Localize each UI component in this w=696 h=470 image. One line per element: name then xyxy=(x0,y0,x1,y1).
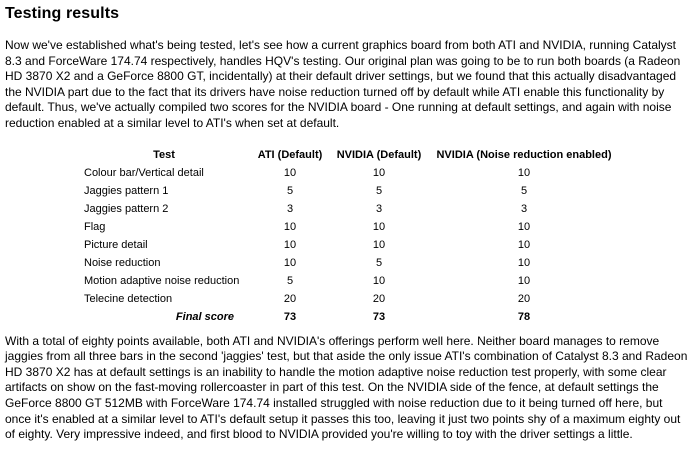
nvidia-nr-score: 10 xyxy=(517,166,531,179)
nvidia-score: 5 xyxy=(375,184,383,197)
ati-score: 10 xyxy=(283,238,297,251)
table-row xyxy=(80,218,622,236)
header-ati-default: ATI (Default) xyxy=(257,148,323,161)
nvidia-nr-score: 3 xyxy=(520,202,528,215)
table-row xyxy=(80,236,622,254)
ati-score: 5 xyxy=(286,184,294,197)
nvidia-nr-score: 20 xyxy=(517,292,531,305)
nvidia-score: 10 xyxy=(372,166,386,179)
ati-score: 20 xyxy=(283,292,297,305)
header-nvidia-noise-reduction: NVIDIA (Noise reduction enabled) xyxy=(436,148,612,161)
test-name: Noise reduction xyxy=(84,256,161,269)
ati-score: 10 xyxy=(283,256,297,269)
nvidia-score: 10 xyxy=(372,274,386,287)
ati-final-score: 73 xyxy=(283,310,297,323)
test-name: Picture detail xyxy=(84,238,148,251)
test-name: Motion adaptive noise reduction xyxy=(84,274,240,287)
nvidia-nr-final-score: 78 xyxy=(517,310,531,323)
final-score-row xyxy=(80,308,622,326)
test-name: Telecine detection xyxy=(84,292,173,305)
table-row xyxy=(80,272,622,290)
ati-score: 5 xyxy=(286,274,294,287)
nvidia-nr-score: 10 xyxy=(517,274,531,287)
header-test: Test xyxy=(153,148,175,161)
article xyxy=(5,4,691,443)
test-name: Colour bar/Vertical detail xyxy=(84,166,204,179)
ati-score: 3 xyxy=(286,202,294,215)
nvidia-nr-score: 10 xyxy=(517,220,531,233)
intro-paragraph: Now we've established what's being tested, let's see how a current graphics board from both ATI and NVIDIA, running Catalyst 8.3 and ForceWare 174.74 respectively, handles HQV's testing. Our original plan was going to be to run both boards (a Radeon HD 3870 X2 and a GeForce 8800 GT, incidentally) at their default driver settings, but we found that this actually disadvantaged the NVIDIA part due to the fact that its drivers have noise reduction turned off by default while ATI enable this functionality by default. Thus, we've actually compiled two scores for the NVIDIA board - One running at default settings, and again with noise reduction enabled at a similar level to ATI's when set at default. xyxy=(5,38,681,130)
test-name: Flag xyxy=(84,220,106,233)
header-nvidia-default: NVIDIA (Default) xyxy=(336,148,422,161)
nvidia-nr-score: 5 xyxy=(520,184,528,197)
nvidia-nr-score: 10 xyxy=(517,238,531,251)
ati-score: 10 xyxy=(283,220,297,233)
table-row xyxy=(80,182,622,200)
table-row xyxy=(80,254,622,272)
table-row xyxy=(80,200,622,218)
nvidia-final-score: 73 xyxy=(372,310,386,323)
ati-score: 10 xyxy=(283,166,297,179)
nvidia-nr-score: 10 xyxy=(517,256,531,269)
nvidia-score: 5 xyxy=(375,256,383,269)
test-name: Jaggies pattern 1 xyxy=(84,184,169,197)
page-title: Testing results xyxy=(5,5,120,22)
table-row xyxy=(80,164,622,182)
results-table xyxy=(80,146,622,326)
nvidia-score: 3 xyxy=(375,202,383,215)
table-row xyxy=(80,290,622,308)
nvidia-score: 10 xyxy=(372,238,386,251)
test-name: Jaggies pattern 2 xyxy=(84,202,169,215)
table-header-row xyxy=(80,146,622,164)
final-score-label: Final score xyxy=(175,310,234,323)
nvidia-score: 20 xyxy=(372,292,386,305)
nvidia-score: 10 xyxy=(372,220,386,233)
conclusion-paragraph: With a total of eighty points available, both ATI and NVIDIA's offerings perform well here. Neither board manages to remove jaggies from all three bars in the second 'jaggies' test, but that aside the only issue ATI's combination of Catalyst 8.3 and Radeon HD 3870 X2 has at default settings is an inability to handle the motion adaptive noise reduction test properly, with some clear artifacts on show on the fast-moving rollercoaster in part of this test. On the NVIDIA side of the fence, at default settings the GeForce 8800 GT 512MB with ForceWare 174.74 installed struggled with noise reduction due to it being turned off here, but once it's enabled at a similar level to ATI's default setup it passes this too, leaving it just two points shy of a maximum eighty out of eighty. Very impressive indeed, and first blood to NVIDIA provided you're willing to toy with the driver settings a little. xyxy=(5,333,688,442)
